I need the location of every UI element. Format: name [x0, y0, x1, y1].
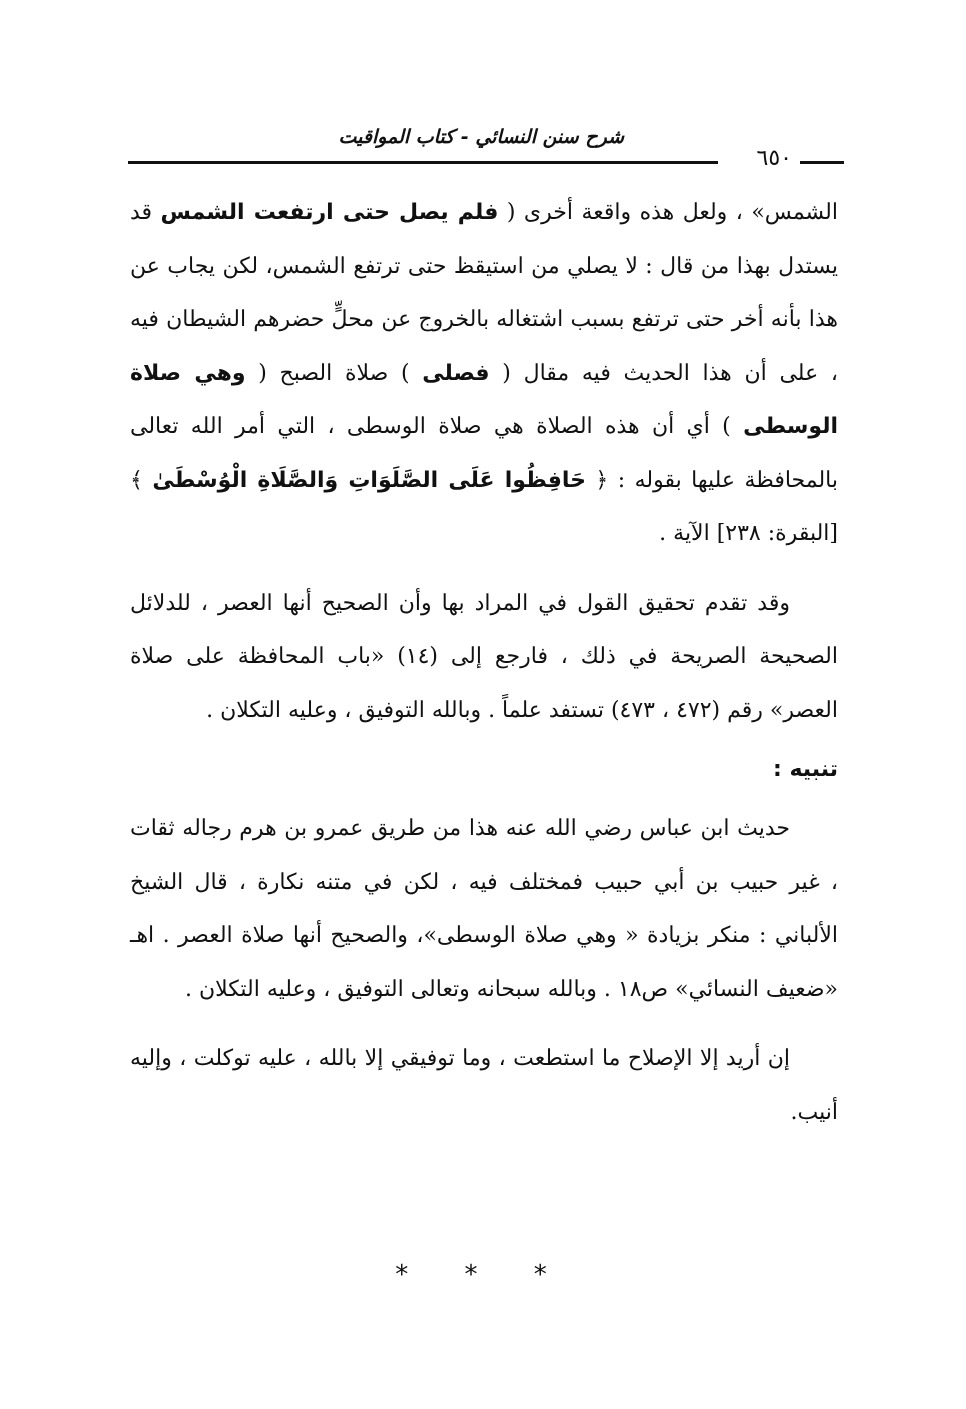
hadith-quote: فلم يصل حتى ارتفعت الشمس: [160, 200, 499, 225]
page-number: ٦٥٠: [756, 146, 792, 171]
note-heading: تنبيه :: [772, 757, 838, 782]
page-header: [128, 118, 844, 178]
text-run: ) أي أن هذه الصلاة هي صلاة الوسطى ، التي أمر الله تعالى بالمحافظة عليها بقوله : ﴿: [130, 414, 838, 493]
quran-verse: حَافِظُوا عَلَى الصَّلَوَاتِ وَالصَّلَاةِ الْوُسْطَىٰ: [152, 467, 586, 493]
paragraph-closing: إن أريد إلا الإصلاح ما استطعت ، وما توفيقي إلا بالله ، عليه توكلت ، وإليه أنيب.: [130, 1046, 838, 1125]
spacer: [130, 561, 838, 577]
header-dash: [800, 161, 844, 164]
hadith-quote: وهي صلاة الوسطى: [130, 360, 838, 439]
section-separator: * * *: [395, 1260, 571, 1290]
text-run: قد يستدل بهذا من قال : لا يصلي من استيقظ حتى ترتفع الشمس، لكن يجاب عن هذا بأنه أخر حتى ترتفع بسبب اشتغاله بالخروج عن محلٍّ حضرهم الشيطان فيه ، على أن هذا الحديث فيه مقال (: [130, 200, 839, 386]
header-rule: [128, 161, 718, 164]
paragraph-commentary: [130, 186, 838, 561]
running-title: شرح سنن النسائي - كتاب المواقيت: [338, 126, 624, 148]
page-body: [130, 186, 838, 1139]
hadith-quote: فصلى: [422, 360, 490, 386]
text-run: ) صلاة الصبح (: [245, 360, 423, 386]
text-run: الشمس» ، ولعل هذه واقعة أخرى (: [498, 200, 838, 225]
paragraph-conclusion: وقد تقدم تحقيق القول في المراد بها وأن الصحيح أنها العصر ، للدلائل الصحيحة الصريحة في ذلك ، فارجع إلى (١٤) «باب المحافظة على صلاة العصر» رقم (٤٧٢ ، ٤٧٣) تستفد علماً . وبالله التوفيق ، وعليه التكلان .: [130, 590, 838, 723]
spacer: [130, 1016, 838, 1032]
paragraph-note: حديث ابن عباس رضي الله عنه هذا من طريق عمرو بن هرم رجاله ثقات ، غير حبيب بن أبي حبيب فمختلف فيه ، لكن في متنه نكارة ، قال الشيخ الألباني : منكر بزيادة « وهي صلاة الوسطى»، والصحيح أنها صلاة العصر . اهـ «ضعيف النسائي» ص١٨ . وبالله سبحانه وتعالى التوفيق ، وعليه التكلان .: [130, 816, 838, 1002]
text-run: ﴾ [البقرة: ٢٣٨] الآية .: [130, 467, 838, 546]
